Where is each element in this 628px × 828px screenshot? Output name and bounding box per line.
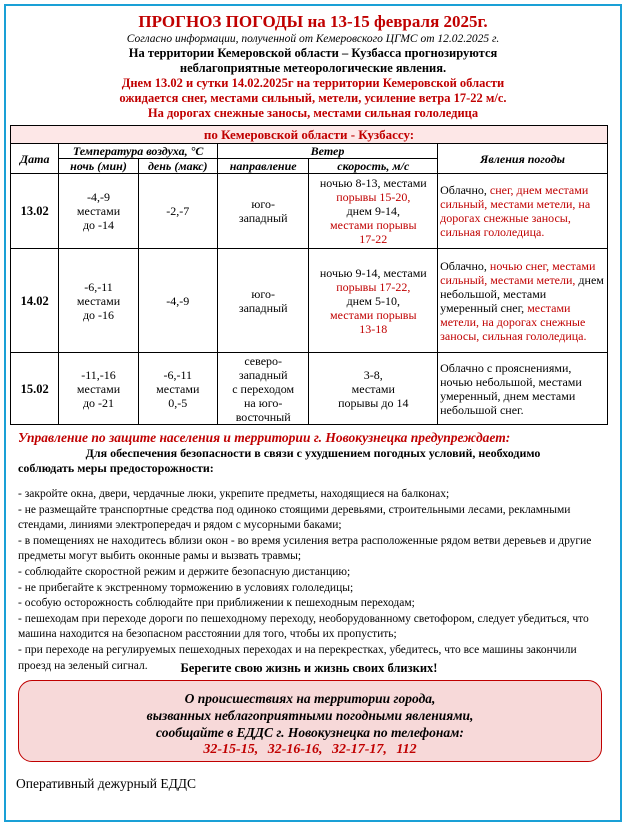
contact-line-1: О происшествиях на территории города, [184, 691, 436, 706]
closing-line: Берегите свою жизнь и жизнь своих близких! [180, 661, 438, 675]
cell-day: -2,-7 [138, 174, 217, 249]
col-phen-header: Явления погоды [438, 144, 608, 174]
page-title: ПРОГНОЗ ПОГОДЫ на 13-15 февраля 2025г. [138, 12, 488, 31]
cell-date: 15.02 [11, 353, 59, 425]
forecast-table [10, 125, 608, 425]
cell-date: 14.02 [11, 249, 59, 353]
region-heading: по Кемеровской области - Кузбассу: [11, 126, 608, 144]
list-item: - при переходе на регулируемых пешеходных переходах и на перекрестках, убедитесь, что все машины закончили проезд на зеленый сигнал. [18, 643, 577, 672]
cell-night: -6,-11 местами до -16 [59, 249, 138, 353]
signature: Оперативный дежурный ЕДДС [16, 776, 197, 791]
list-item: - пешеходам при переходе дороги по пешеходному переходу, необорудованному светофором, следует убедиться, что машина находится на безопасном расстоянии для того, чтобы их пропустить; [18, 612, 589, 641]
warning-intro [18, 446, 608, 476]
col-wind-header: Ветер [217, 144, 437, 159]
header [6, 12, 620, 121]
warning-intro-line-1: Для обеспечения безопасности в связи с ухудшением погодных условий, необходимо [85, 446, 541, 460]
list-item: - соблюдайте скоростной режим и держите безопасную дистанцию; [18, 565, 351, 578]
col-day-header: день (макс) [138, 159, 217, 174]
contact-line-2: вызванных неблагоприятными погодными явлениями, [146, 708, 474, 723]
phone-numbers: 32-15-15, 32-16-16, 32-17-17, 112 [203, 742, 417, 757]
cell-phenomena: Облачно, снег, днем местами сильный, местами метели, на дорогах снежные заносы, сильная гололедица. [438, 174, 608, 249]
alert-line-1: Днем 13.02 и сутки 14.02.2025г на территории Кемеровской области [121, 76, 505, 90]
cell-direction: северо- западный с переходом на юго- восточный [217, 353, 309, 425]
table-row [11, 249, 608, 353]
cell-day: -4,-9 [138, 249, 217, 353]
cell-date: 13.02 [11, 174, 59, 249]
cell-phenomena: Облачно, ночью снег, местами сильный, местами метели, днем небольшой, местами умеренный снег, местами метели, на дорогах снежные заносы, сильная гололедица. [438, 249, 608, 353]
header-line-1: На территории Кемеровской области – Кузбасса прогнозируются [128, 46, 498, 60]
alert-line-3: На дорогах снежные заносы, местами сильная гололедица [147, 106, 479, 120]
alert-line-2: ожидается снег, местами сильный, метели, усиление ветра 17-22 м/с. [119, 91, 507, 105]
cell-direction: юго- западный [217, 249, 309, 353]
contact-line-3: сообщайте в ЕДДС г. Новокузнецка по телефонам: [156, 725, 464, 740]
col-temp-header: Температура воздуха, °С [59, 144, 218, 159]
cell-speed: ночью 9-14, местами порывы 17-22, днем 5-10, местами порывы 13-18 [309, 249, 438, 353]
contact-box [18, 680, 602, 762]
table-row [11, 174, 608, 249]
cell-speed: ночью 8-13, местами порывы 15-20, днем 9-14, местами порывы 17-22 [309, 174, 438, 249]
col-night-header: ночь (мин) [59, 159, 138, 174]
precautions-list [18, 487, 610, 674]
list-item: - не размещайте транспортные средства под одиноко стоящими деревьями, строительными лесами, рекламными стендами, линиями электропередач и рядом с мусорными баками; [18, 503, 571, 532]
list-item: - в помещениях не находитесь вблизи окон - во время усиления ветра расположенные рядом ветви деревьев и другие предметы могут выбить оконные рамы и вызвать травмы; [18, 534, 592, 563]
col-dir-header: направление [217, 159, 309, 174]
cell-night: -4,-9 местами до -14 [59, 174, 138, 249]
col-speed-header: скорость, м/с [309, 159, 438, 174]
list-item: - закройте окна, двери, чердачные люки, укрепите предметы, находящиеся на балконах; [18, 488, 450, 500]
list-item: - не прибегайте к экстренному торможению в условиях гололедицы; [18, 581, 354, 594]
table-row [11, 353, 608, 425]
cell-day: -6,-11 местами 0,-5 [138, 353, 217, 425]
header-line-2: неблагоприятные метеорологические явления. [179, 61, 447, 75]
warning-title: Управление по защите населения и территории г. Новокузнецка предупреждает: [18, 430, 511, 445]
cell-night: -11,-16 местами до -21 [59, 353, 138, 425]
source-note: Согласно информации, полученной от Кемеровского ЦГМС от 12.02.2025 г. [126, 33, 500, 45]
cell-direction: юго- западный [217, 174, 309, 249]
cell-phenomena: Облачно с прояснениями, ночью небольшой, местами умеренный, днем местами небольшой снег. [438, 353, 608, 425]
warning-intro-line-2: соблюдать меры предосторожности: [18, 461, 214, 475]
list-item: - особую осторожность соблюдайте при приближении к пешеходным переходам; [18, 597, 415, 610]
col-date-header: Дата [11, 144, 59, 174]
cell-speed: 3-8, местами порывы до 14 [309, 353, 438, 425]
